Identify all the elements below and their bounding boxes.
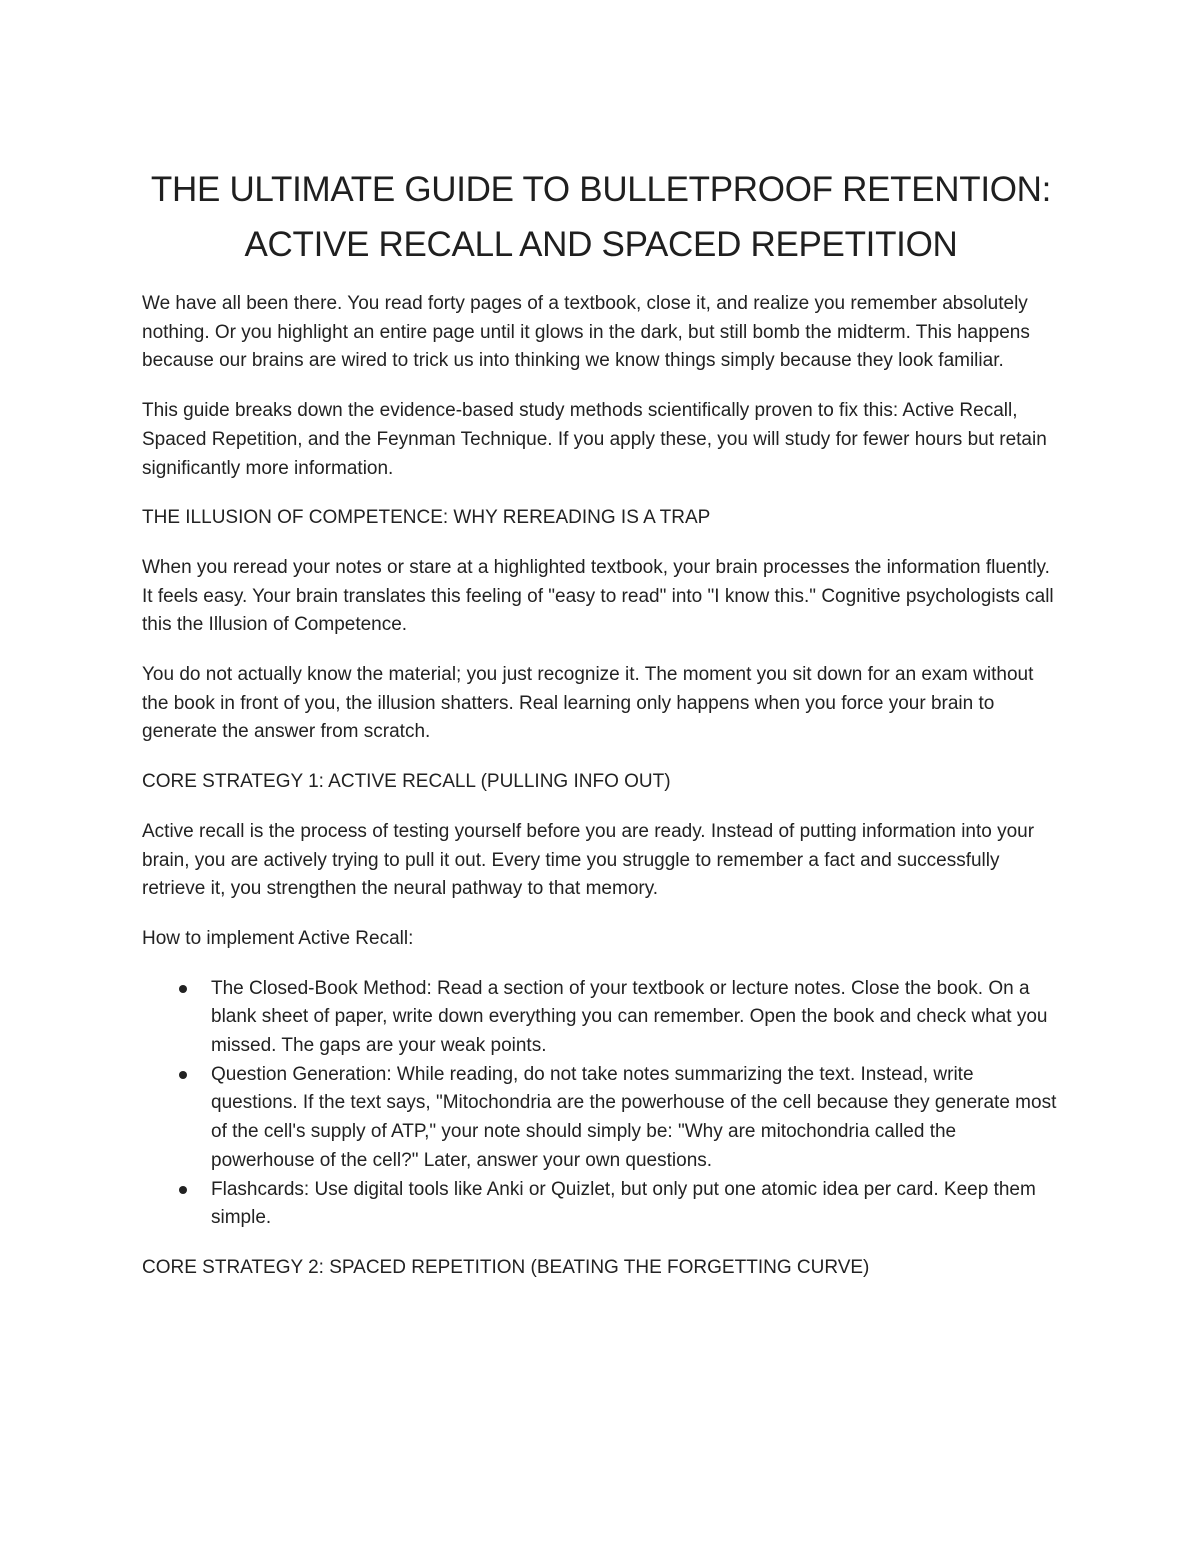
body-paragraph: Active recall is the process of testing yourself before you are ready. Instead of putting information into your brain, you are actively trying to pull it out. Every time you struggle to remember a fact and successfully retrieve it, you strengthen the neural pathway to that memory. [142, 820, 1035, 900]
section-heading-active-recall: CORE STRATEGY 1: ACTIVE RECALL (PULLING INFO OUT) [142, 771, 671, 793]
list-item-text: Flashcards: Use digital tools like Anki or Quizlet, but only put one atomic idea per card. Keep them simple. [211, 1178, 1036, 1229]
list-item [142, 1176, 1060, 1233]
section-heading-illusion: THE ILLUSION OF COMPETENCE: WHY REREADING IS A TRAP [142, 507, 711, 529]
intro-paragraph: This guide breaks down the evidence-based study methods scientifically proven to fix this: Active Recall, Spaced Repetition, and the Feynman Technique. If you apply these, you will study for fewer hours but retain significantly more information. [142, 400, 1047, 479]
intro-paragraph: We have all been there. You read forty pages of a textbook, close it, and realize you remember absolutely nothing. Or you highlight an entire page until it glows in the dark, but still bomb the midterm. This happens because our brains are wired to trick us into thinking we know things simply because they look familiar. [142, 293, 1030, 372]
bullet-icon [179, 1071, 187, 1079]
list-intro: How to implement Active Recall: [142, 927, 414, 949]
document-title: THE ULTIMATE GUIDE TO BULLETPROOF RETENTION: ACTIVE RECALL AND SPACED REPETITION [150, 170, 1052, 264]
bullet-icon [179, 985, 187, 993]
body-paragraph: You do not actually know the material; you just recognize it. The moment you sit down for an exam without the book in front of you, the illusion shatters. Real learning only happens when you force your brain to generate the answer from scratch. [142, 664, 1034, 743]
list-item-text: Question Generation: While reading, do not take notes summarizing the text. Instead, write questions. If the text says, "Mitochondria are the powerhouse of the cell because they generate most of the cell's supply of ATP," your note should simply be: "Why are mitochondria called the powerhouse of the cell?" Later, answer your own questions. [211, 1063, 1057, 1171]
list-item [142, 1061, 1060, 1176]
list-item [142, 975, 1060, 1061]
body-paragraph: When you reread your notes or stare at a highlighted textbook, your brain processes the information fluently. It feels easy. Your brain translates this feeling of "easy to read" into "I know this." Cognitive psychologists call this the Illusion of Competence. [142, 556, 1054, 636]
list-item-text: The Closed-Book Method: Read a section of your textbook or lecture notes. Close the book. On a blank sheet of paper, write down everything you can remember. Open the book and check what you missed. The gaps are your weak points. [211, 977, 1048, 1057]
section-heading-spaced-repetition: CORE STRATEGY 2: SPACED REPETITION (BEATING THE FORGETTING CURVE) [142, 1256, 870, 1278]
bullet-icon [179, 1186, 187, 1194]
bullet-list [142, 975, 1060, 1233]
